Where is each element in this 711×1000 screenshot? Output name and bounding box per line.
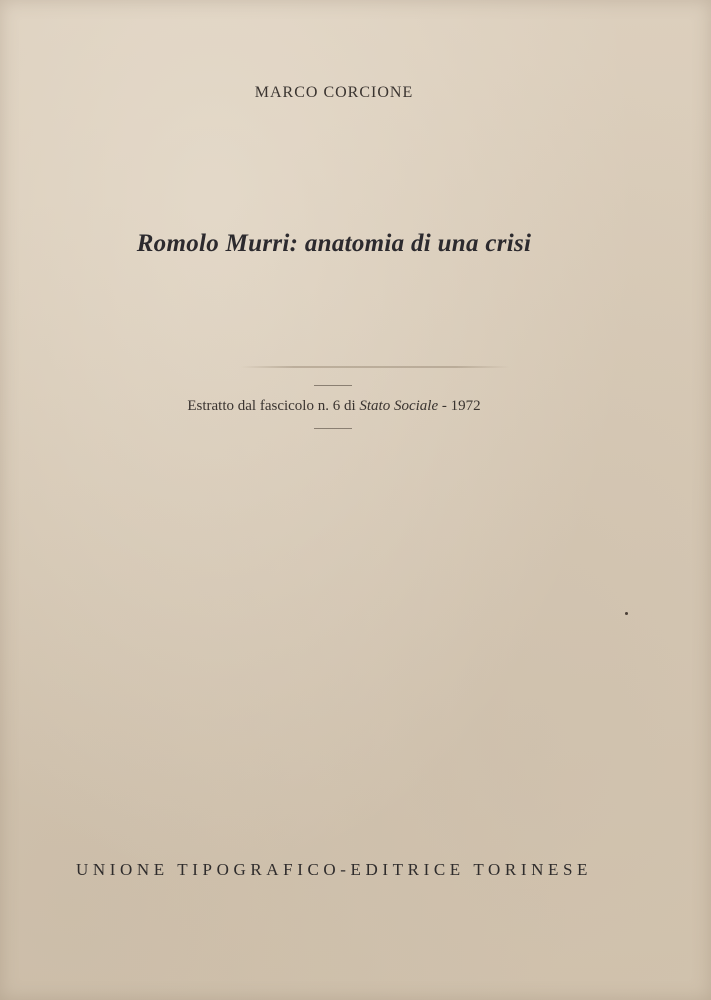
paper-speck [625,612,628,615]
journal-name: Stato Sociale [359,398,439,414]
divider-rule-top [314,385,352,386]
author-name: MARCO CORCIONE [254,84,414,101]
extract-note [0,398,668,415]
book-title: Romolo Murri: anatomia di una crisi [136,230,532,257]
extract-suffix: - 1972 [438,398,481,414]
extract-prefix: Estratto dal fascicolo n. 6 di [187,398,360,414]
publisher-name: UNIONE TIPOGRAFICO-EDITRICE TORINESE [76,860,592,879]
paper-crease [240,366,510,368]
divider-rule-bottom [314,428,352,429]
